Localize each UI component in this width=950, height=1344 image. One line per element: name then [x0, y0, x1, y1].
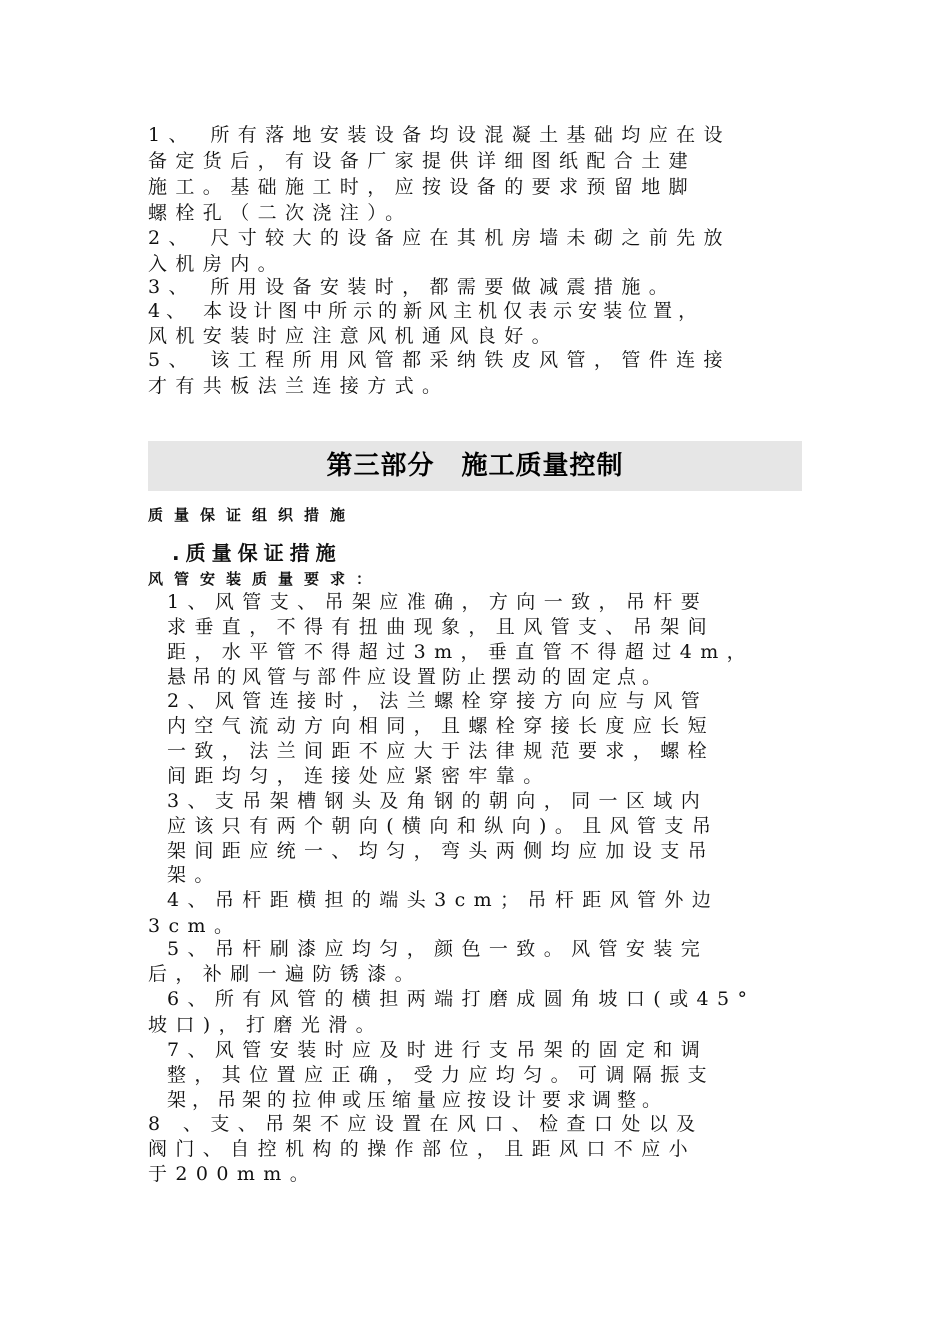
paragraph-line: 施工。基础施工时，应按设备的要求预留地脚: [148, 176, 697, 198]
org-measures-heading: 质量保证组织措施: [148, 506, 357, 524]
paragraph-line: 4、 本设计图中所示的新风主机仅表示安装位置，: [148, 300, 704, 322]
paragraph-line: 后，补刷一遍防锈漆。: [148, 963, 423, 985]
paragraph-line: 于200mm。: [148, 1163, 318, 1185]
paragraph-line: 7、风管安装时应及时进行支吊架的固定和调: [167, 1039, 709, 1061]
paragraph-line: 4、吊杆距横担的端头3cm；吊杆距风管外边: [167, 889, 720, 911]
paragraph-line: 备定货后，有设备厂家提供详细图纸配合土建: [148, 150, 697, 172]
paragraph-line: 求垂直，不得有扭曲现象，且风管支、吊架间: [167, 616, 716, 638]
paragraph-line: 5、吊杆刷漆应均匀，颜色一致。风管安装完: [167, 938, 709, 960]
paragraph-line: 整，其位置应正确，受力应均匀。可调隔振支: [167, 1064, 716, 1086]
paragraph-line: 螺栓孔（二次浇注）。: [148, 202, 413, 224]
paragraph-line: 3cm。: [148, 915, 242, 937]
paragraph-line: 架。: [167, 864, 222, 886]
quality-measures-heading: .质量保证措施: [172, 541, 342, 565]
paragraph-line: 风机安装时应注意风机通风良好。: [148, 325, 560, 347]
duct-requirements-heading: 风管安装质量要求：: [148, 570, 383, 588]
paragraph-line: 悬吊的风管与部件应设置防止摆动的固定点。: [167, 666, 668, 688]
paragraph-line: 坡口)，打磨光滑。: [148, 1014, 384, 1036]
paragraph-line: 8 、支、吊架不应设置在风口、检查口处以及: [148, 1113, 704, 1135]
paragraph-line: 入机房内。: [148, 253, 286, 275]
paragraph-line: 距，水平管不得超过3m，垂直管不得超过4m，: [167, 641, 755, 663]
paragraph-line: 阀门、自控机构的操作部位，且距风口不应小: [148, 1138, 697, 1160]
paragraph-line: 一致，法兰间距不应大于法律规范要求，螺栓: [167, 740, 716, 762]
paragraph-line: 内空气流动方向相同，且螺栓穿接长度应长短: [167, 715, 716, 737]
section-banner: [148, 441, 802, 491]
paragraph-line: 架间距应统一、均匀，弯头两侧均应加设支吊: [167, 840, 716, 862]
paragraph-line: 1、风管支、吊架应准确，方向一致，吊杆要: [167, 591, 709, 613]
paragraph-line: 架，吊架的拉伸或压缩量应按设计要求调整。: [167, 1089, 668, 1111]
paragraph-line: 2、风管连接时，法兰螺栓穿接方向应与风管: [167, 690, 709, 712]
section-title: 第三部分 施工质量控制: [326, 451, 624, 481]
paragraph-line: 间距均匀，连接处应紧密牢靠。: [167, 765, 551, 787]
paragraph-line: 1、 所有落地安装设备均设混凝土基础均应在设: [148, 124, 731, 146]
paragraph-line: 3、支吊架槽钢头及角钢的朝向，同一区域内: [167, 790, 709, 812]
paragraph-line: 才有共板法兰连接方式。: [148, 375, 450, 397]
paragraph-line: 6、所有风管的横担两端打磨成圆角坡口(或45°: [167, 988, 756, 1010]
paragraph-line: 5、 该工程所用风管都采纳铁皮风管，管件连接: [148, 349, 731, 371]
paragraph-line: 3、 所用设备安装时，都需要做减震措施。: [148, 276, 677, 298]
paragraph-line: 应该只有两个朝向(横向和纵向)。且风管支吊: [167, 815, 720, 837]
paragraph-line: 2、 尺寸较大的设备应在其机房墙未砌之前先放: [148, 227, 731, 249]
